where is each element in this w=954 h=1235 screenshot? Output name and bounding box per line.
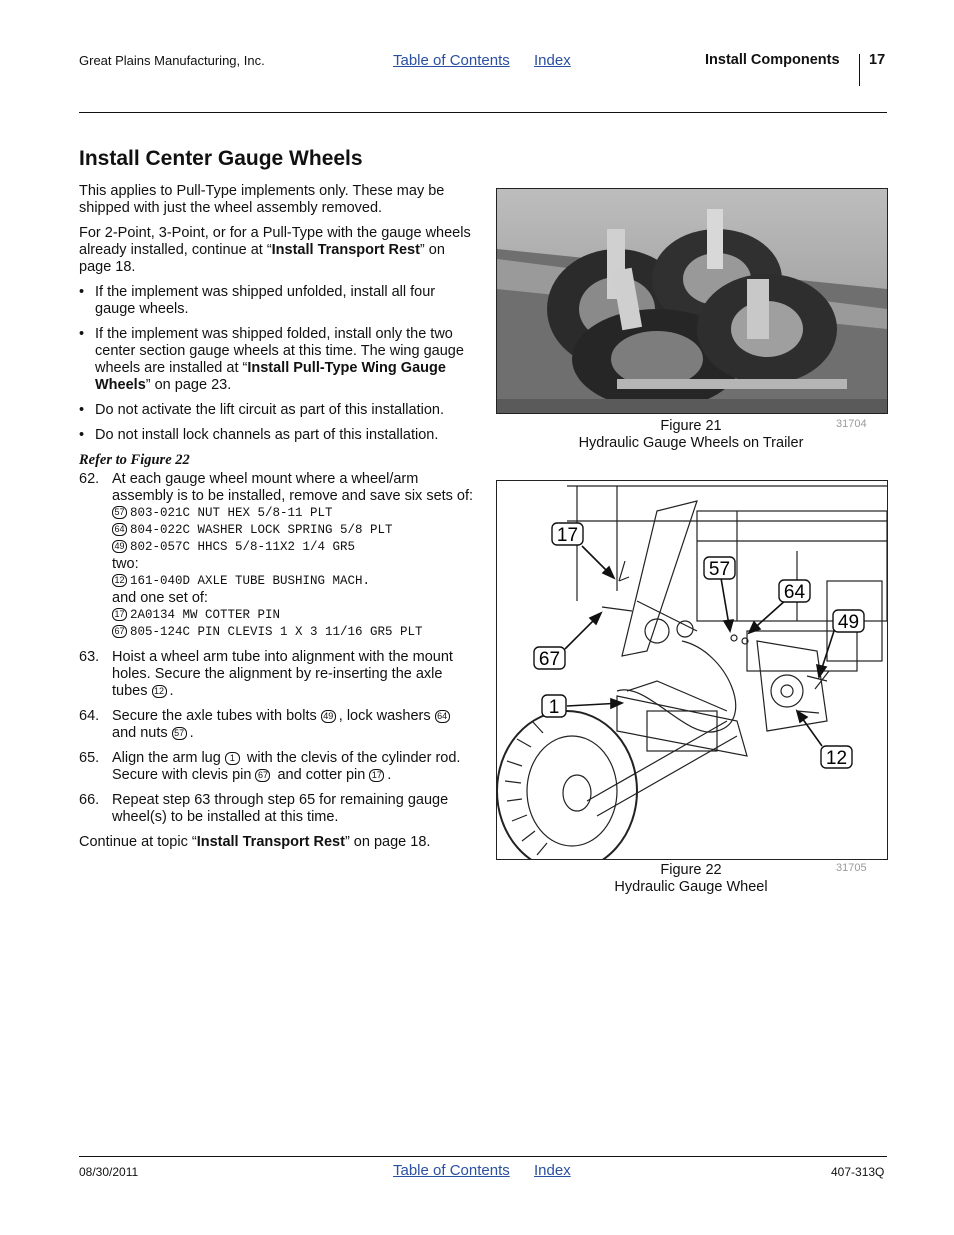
step-text: At each gauge wheel mount where a wheel/arm assembly is to be installed, remove and save six sets of: xyxy=(112,471,474,504)
figure-22-diagram xyxy=(496,480,888,860)
figure-21-photo xyxy=(496,188,888,414)
continue-text: ” on page 18. xyxy=(344,834,431,850)
callout-ref: 49 xyxy=(112,540,127,553)
callout-label: 49 xyxy=(837,612,860,633)
callout-64 xyxy=(779,580,810,603)
part-row xyxy=(112,522,477,539)
callout-ref: 49 xyxy=(321,710,336,723)
step-text: . xyxy=(189,725,194,741)
intro-text: For 2-Point, 3-Point, or for a Pull-Type with the gauge wheels already installed, continue at “ xyxy=(79,225,471,258)
figure-22-image-id: 31705 xyxy=(836,862,867,874)
step-text: with the clevis of the cylinder rod. Secure with clevis pin xyxy=(112,750,461,783)
callout-label: 12 xyxy=(825,748,848,769)
callout-label: 64 xyxy=(783,582,806,603)
part-row xyxy=(112,624,477,641)
callout-label: 17 xyxy=(556,525,579,546)
page-title: Install Center Gauge Wheels xyxy=(79,147,363,170)
parts-subheading: two: xyxy=(112,556,139,572)
header-rule xyxy=(79,112,887,113)
callout-ref: 12 xyxy=(152,685,167,698)
callout-1 xyxy=(542,695,566,718)
step-65 xyxy=(79,750,477,784)
callout-ref: 17 xyxy=(112,608,127,621)
header-index-link[interactable]: Index xyxy=(534,52,571,69)
figure-22-caption xyxy=(496,862,886,896)
header-toc-link[interactable]: Table of Contents xyxy=(393,52,510,69)
part-row xyxy=(112,607,477,624)
callout-label: 67 xyxy=(538,649,561,670)
callout-ref: 57 xyxy=(172,727,187,740)
figure-label: Figure 21 xyxy=(660,418,722,434)
part-desc: 2A0134 MW COTTER PIN xyxy=(130,608,281,622)
step-text: . xyxy=(387,767,392,783)
callout-49 xyxy=(833,610,864,633)
step-63 xyxy=(79,649,477,700)
part-row xyxy=(112,573,477,590)
part-desc: 805-124C PIN CLEVIS 1 X 3 11/16 GR5 PLT xyxy=(130,625,423,639)
bullet-bold-text: Install Pull-Type Wing Gauge Wheels xyxy=(95,360,446,393)
bullet-item: • Do not activate the lift circuit as part of this installation. xyxy=(79,402,477,419)
step-text: and cotter pin xyxy=(273,767,370,783)
callout-57 xyxy=(704,557,735,580)
callout-ref: 67 xyxy=(255,769,270,782)
gauge-wheel-diagram xyxy=(497,481,887,859)
step-number: 65. xyxy=(79,750,100,766)
part-row xyxy=(112,505,477,522)
refer-to-figure: Refer to Figure 22 xyxy=(79,452,190,468)
parts-list xyxy=(112,505,477,556)
step-66 xyxy=(79,792,477,826)
step-number: 66. xyxy=(79,792,100,808)
part-row xyxy=(112,539,477,556)
footer-toc-link[interactable]: Table of Contents xyxy=(393,1162,510,1179)
header-divider xyxy=(859,54,860,86)
intro-paragraph-2 xyxy=(79,225,477,276)
header-section-title: Install Components xyxy=(705,52,840,68)
intro-text: ” on page 18. xyxy=(79,242,445,275)
step-number: 62. xyxy=(79,471,100,487)
intro-paragraph-1: This applies to Pull-Type implements only. These may be shipped with just the wheel assembly removed. xyxy=(79,183,445,216)
callout-label: 57 xyxy=(708,559,731,580)
bullet-list xyxy=(79,284,477,444)
callout-ref: 12 xyxy=(112,574,127,587)
trailer-wheels-illustration xyxy=(497,189,887,413)
parts-subheading: and one set of: xyxy=(112,590,208,606)
step-text: and nuts xyxy=(112,725,172,741)
page-number: 17 xyxy=(869,52,886,68)
step-text: , lock washers xyxy=(338,708,435,724)
continue-text: Continue at topic “ xyxy=(79,834,197,850)
part-desc: 803-021C NUT HEX 5/8-11 PLT xyxy=(130,506,333,520)
callout-ref: 67 xyxy=(112,625,127,638)
footer-doc-number: 407-313Q xyxy=(831,1165,885,1179)
bullet-item: • Do not install lock channels as part of this installation. xyxy=(79,427,477,444)
parts-list xyxy=(112,607,477,641)
callout-12 xyxy=(821,746,852,769)
step-text: Hoist a wheel arm tube into alignment with the mount holes. Secure the alignment by re-inserting the axle tubes xyxy=(112,649,453,699)
figure-21-image-id: 31704 xyxy=(836,418,867,430)
bullet-text: ” on page 23. xyxy=(145,377,232,393)
figure-caption: Hydraulic Gauge Wheels on Trailer xyxy=(578,435,804,451)
callout-ref: 57 xyxy=(112,506,127,519)
step-64 xyxy=(79,708,477,742)
footer-date: 08/30/2011 xyxy=(79,1165,139,1179)
intro-link-text: Install Transport Rest xyxy=(271,242,420,258)
callout-17 xyxy=(552,523,583,546)
continue-paragraph xyxy=(79,834,477,851)
footer-rule xyxy=(79,1156,887,1157)
step-text: . xyxy=(169,683,174,699)
body-column xyxy=(79,183,477,859)
figure-label: Figure 22 xyxy=(660,862,722,878)
figure-caption: Hydraulic Gauge Wheel xyxy=(614,879,768,895)
callout-ref: 1 xyxy=(225,752,240,765)
callout-ref: 64 xyxy=(112,523,127,536)
step-62 xyxy=(79,471,477,641)
callout-label: 1 xyxy=(548,697,560,718)
footer-index-link[interactable]: Index xyxy=(534,1162,571,1179)
bullet-item: • If the implement was shipped unfolded, install all four gauge wheels. xyxy=(79,284,477,318)
part-desc: 802-057C HHCS 5/8-11X2 1/4 GR5 xyxy=(130,540,356,554)
callout-67 xyxy=(534,647,565,670)
step-text: Align the arm lug xyxy=(112,750,225,766)
part-desc: 804-022C WASHER LOCK SPRING 5/8 PLT xyxy=(130,523,393,537)
parts-list xyxy=(112,573,477,590)
step-number: 64. xyxy=(79,708,100,724)
step-text: Secure the axle tubes with bolts xyxy=(112,708,321,724)
step-number: 63. xyxy=(79,649,100,665)
header-company: Great Plains Manufacturing, Inc. xyxy=(79,53,265,68)
part-desc: 161-040D AXLE TUBE BUSHING MACH. xyxy=(130,574,371,588)
callout-ref: 17 xyxy=(369,769,384,782)
step-text: Repeat step 63 through step 65 for remaining gauge wheel(s) to be installed at this time. xyxy=(112,792,449,825)
continue-bold-text: Install Transport Rest xyxy=(196,834,345,850)
callout-ref: 64 xyxy=(435,710,450,723)
figure-21-caption xyxy=(496,418,886,452)
bullet-text: If the implement was shipped folded, install only the two center section gauge wheels at this time. The wing gauge wheels are installed at “ xyxy=(95,326,464,376)
bullet-item xyxy=(79,326,477,394)
